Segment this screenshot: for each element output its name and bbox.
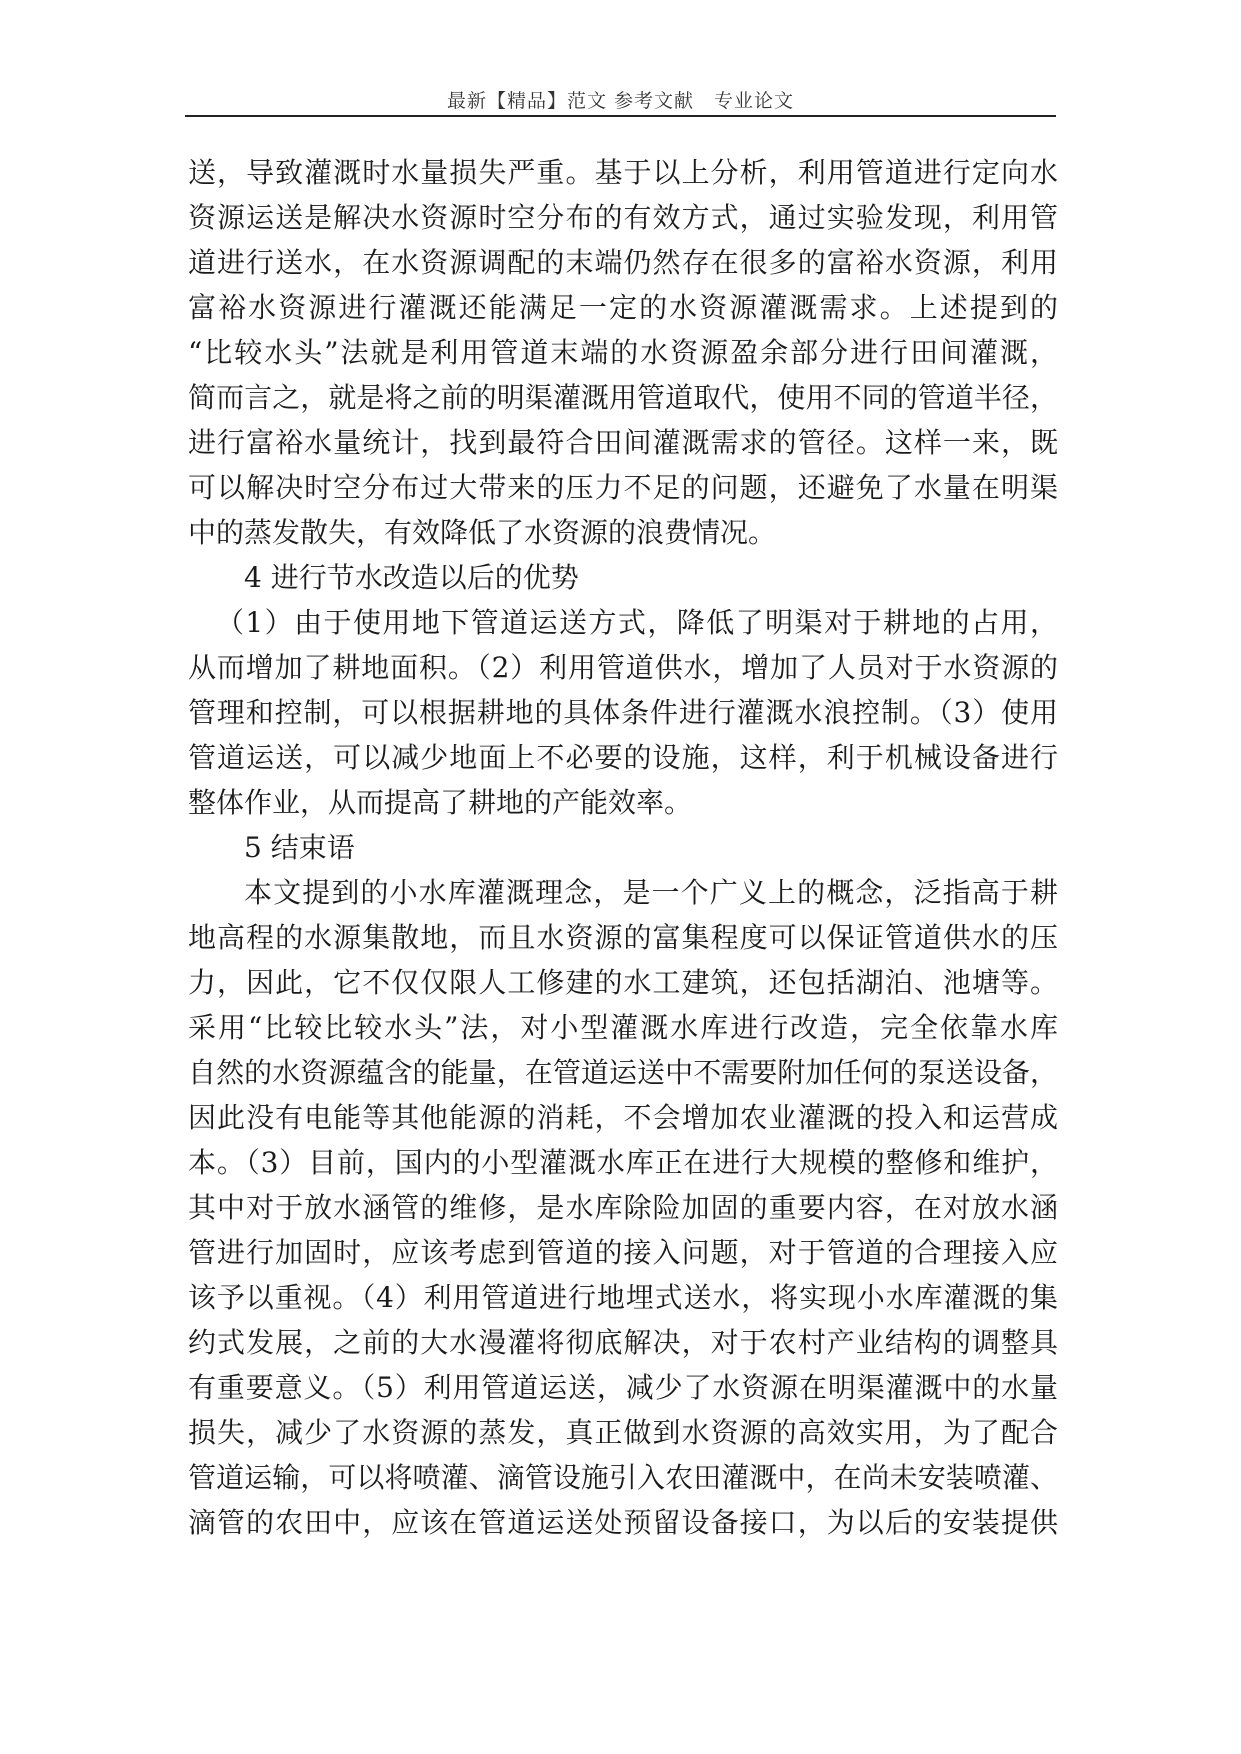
text-line: （1）由于使用地下管道运送方式，降低了明渠对于耕地的占用， (216, 606, 1058, 639)
text-line: 其中对于放水涵管的维修，是水库除险加固的重要内容，在对放水涵 (188, 1191, 1058, 1224)
text-line: 管道运送，可以减少地面上不必要的设施，这样，利于机械设备进行 (188, 741, 1058, 774)
text-line: 中的蒸发散失，有效降低了水资源的浪费情况。 (188, 516, 777, 549)
text-line: 力，因此，它不仅仅限人工修建的水工建筑，还包括湖泊、池塘等。 (188, 966, 1058, 999)
text-line: 自然的水资源蕴含的能量，在管道运送中不需要附加任何的泵送设备， (188, 1056, 1058, 1089)
text-line: 该予以重视。（4）利用管道进行地埋式送水，将实现小水库灌溉的集 (188, 1281, 1058, 1314)
text-line: 本文提到的小水库灌溉理念，是一个广义上的概念，泛指高于耕 (244, 876, 1058, 909)
text-line: 进行富裕水量统计，找到最符合田间灌溉需求的管径。这样一来，既 (188, 426, 1058, 459)
header-divider (185, 115, 1056, 117)
page-header: 最新【精品】范文 参考文献 专业论文 (446, 90, 795, 112)
text-line: 地高程的水源集散地，而且水资源的富集程度可以保证管道供水的压 (188, 921, 1058, 954)
text-line: 可以解决时空分布过大带来的压力不足的问题，还避免了水量在明渠 (188, 471, 1058, 504)
text-line: 因此没有电能等其他能源的消耗，不会增加农业灌溉的投入和运营成 (188, 1101, 1058, 1134)
document-body (188, 150, 1058, 1545)
text-line: 有重要意义。（5）利用管道运送，减少了水资源在明渠灌溉中的水量 (188, 1371, 1058, 1404)
text-line: 损失，减少了水资源的蒸发，真正做到水资源的高效实用，为了配合 (188, 1416, 1058, 1449)
text-line: 道进行送水，在水资源调配的末端仍然存在很多的富裕水资源，利用 (188, 246, 1058, 279)
section-heading: 5 结束语 (244, 831, 355, 864)
text-line: 管进行加固时，应该考虑到管道的接入问题，对于管道的合理接入应 (188, 1236, 1058, 1269)
section-heading: 4 进行节水改造以后的优势 (244, 561, 579, 594)
text-line: 管道运输，可以将喷灌、滴管设施引入农田灌溉中，在尚未安装喷灌、 (188, 1461, 1058, 1494)
text-line: 简而言之，就是将之前的明渠灌溉用管道取代，使用不同的管道半径， (188, 381, 1058, 414)
text-line: 资源运送是解决水资源时空分布的有效方式，通过实验发现，利用管 (188, 201, 1058, 234)
text-line: 采用“比较比较水头”法，对小型灌溉水库进行改造，完全依靠水库 (188, 1011, 1058, 1044)
text-line: 送，导致灌溉时水量损失严重。基于以上分析，利用管道进行定向水 (188, 156, 1058, 189)
text-line: 滴管的农田中，应该在管道运送处预留设备接口，为以后的安装提供 (188, 1506, 1058, 1539)
text-line: 管理和控制，可以根据耕地的具体条件进行灌溉水浪控制。（3）使用 (188, 696, 1058, 729)
text-line: 富裕水资源进行灌溉还能满足一定的水资源灌溉需求。上述提到的 (188, 291, 1058, 324)
text-line: 整体作业，从而提高了耕地的产能效率。 (188, 786, 693, 819)
text-line: 约式发展，之前的大水漫灌将彻底解决，对于农村产业结构的调整具 (188, 1326, 1058, 1359)
text-line: 从而增加了耕地面积。（2）利用管道供水，增加了人员对于水资源的 (188, 651, 1058, 684)
text-line: “比较水头”法就是利用管道末端的水资源盈余部分进行田间灌溉， (188, 336, 1058, 369)
text-line: 本。（3）目前，国内的小型灌溉水库正在进行大规模的整修和维护， (188, 1146, 1058, 1179)
